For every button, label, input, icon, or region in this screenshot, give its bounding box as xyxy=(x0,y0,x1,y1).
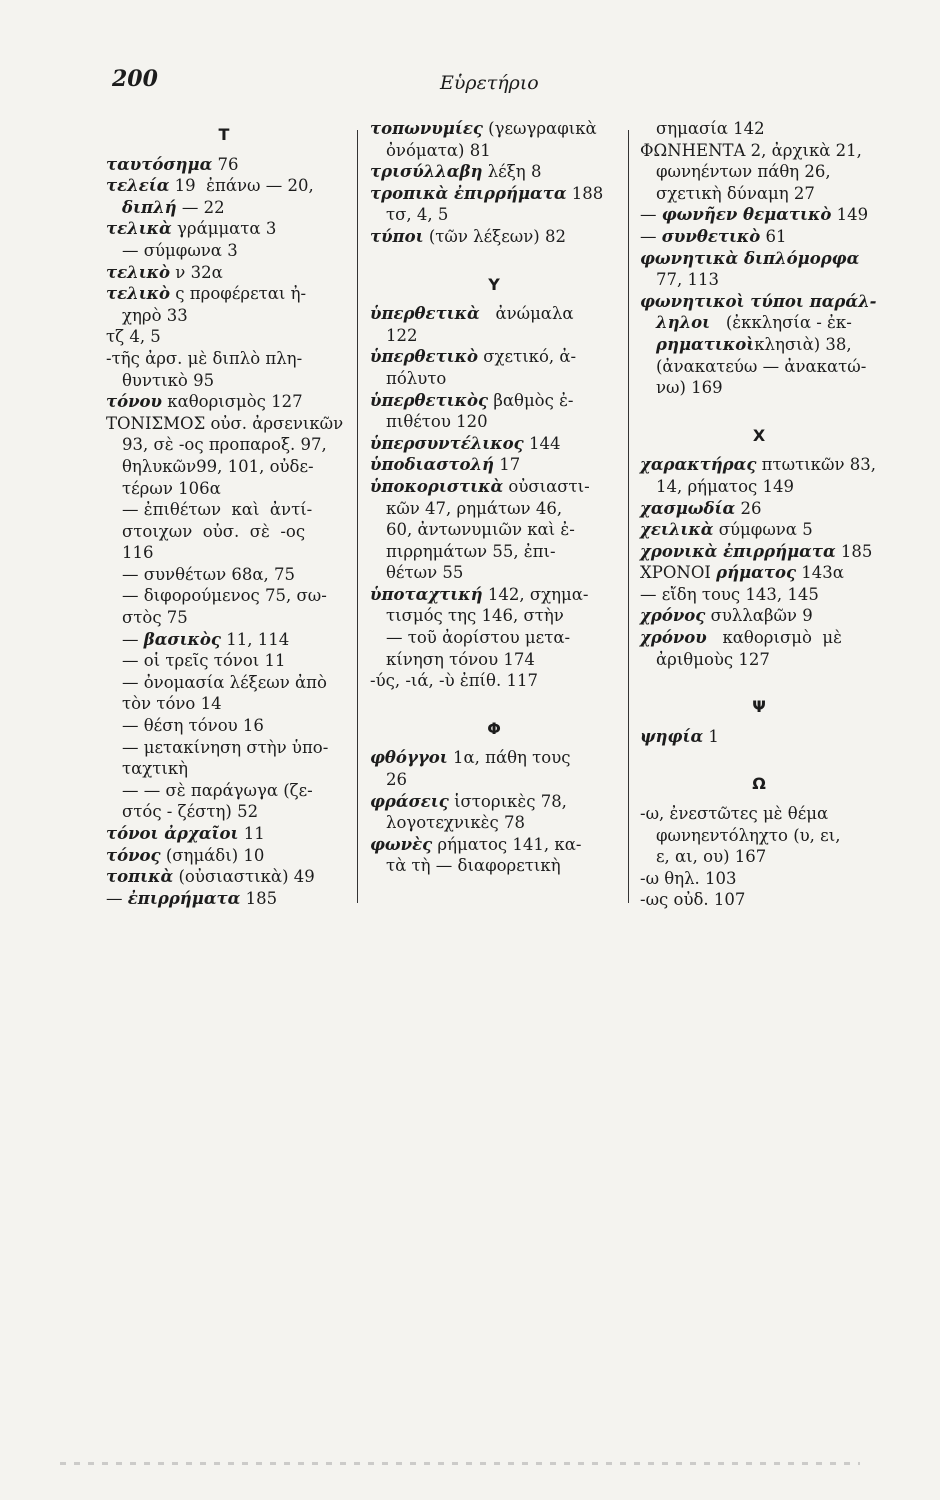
entry-text: 143α xyxy=(796,563,844,583)
entry-text: — xyxy=(106,888,128,908)
index-entry xyxy=(370,747,618,769)
index-entry xyxy=(370,562,618,584)
index-entry xyxy=(370,204,618,226)
entry-text: στὸς 75 xyxy=(122,608,188,628)
entry-text: ρήματος 141, κα- xyxy=(432,834,582,854)
entry-headword: ταυτόσημα xyxy=(106,154,213,174)
index-entry xyxy=(640,803,878,825)
entry-headword: ἐπιρρήματα xyxy=(127,888,241,908)
index-entry xyxy=(370,541,618,563)
entry-text: θυντικὸ 95 xyxy=(122,370,215,390)
entry-headword: χειλικὰ xyxy=(640,520,714,540)
entry-text: — τοῦ ἀορίστου μετα- xyxy=(386,628,571,648)
entry-text: 11 xyxy=(238,824,265,843)
entry-text: καθορισμὸ μὲ xyxy=(706,628,842,648)
entry-headword: τελικὸ xyxy=(106,262,171,282)
index-entry xyxy=(106,866,342,888)
entry-text: (τῶν λέξεων) 82 xyxy=(423,226,566,246)
index-entry xyxy=(370,433,618,455)
entry-text: 185 xyxy=(240,888,278,908)
entry-headword: τύποι xyxy=(370,226,424,246)
entry-headword: τόνος xyxy=(106,845,161,865)
index-entry xyxy=(640,269,878,291)
index-entry xyxy=(106,391,342,413)
index-entry xyxy=(106,305,342,327)
index-entry xyxy=(640,868,878,890)
index-entry xyxy=(370,769,618,791)
entry-text: φωνηεντόληχτο (υ, ει, xyxy=(656,825,841,845)
entry-text: 26 xyxy=(735,498,762,518)
index-entry xyxy=(640,584,878,606)
index-entry xyxy=(640,356,878,378)
index-entry xyxy=(640,377,878,399)
entry-text: καθορισμὸς 127 xyxy=(162,392,303,412)
index-entry xyxy=(640,889,878,911)
index-entry xyxy=(370,411,618,433)
index-entry xyxy=(370,605,618,627)
entry-headword: φθόγγοι xyxy=(370,748,448,768)
entry-text: τὰ τὴ — διαφορετικὴ xyxy=(386,856,561,876)
index-entry xyxy=(106,499,342,521)
entry-text: τζ 4, 5 xyxy=(106,327,161,347)
entry-text: ε, αι, ου) 167 xyxy=(656,847,767,867)
index-entry xyxy=(106,478,342,500)
entry-text: ΤΟΝΙΣΜΟΣ οὐσ. ἀρσενικῶν xyxy=(106,413,344,433)
entry-headword: τόνου xyxy=(106,392,163,412)
index-entry xyxy=(106,283,342,305)
section-letter: Χ xyxy=(752,425,766,445)
entry-text: -ω θηλ. 103 xyxy=(640,868,737,888)
entry-text: — συνθέτων 68α, 75 xyxy=(122,564,296,584)
entry-text: θηλυκῶν99, 101, οὐδε- xyxy=(122,456,314,476)
index-entry xyxy=(640,118,878,140)
entry-text: κλησιὰ) 38, xyxy=(754,334,857,354)
entry-text: φωνηέντων πάθη 26, xyxy=(656,162,831,182)
entry-headword: τρισύλλαβη xyxy=(370,162,483,182)
index-entry xyxy=(370,346,618,368)
entry-text: γράμματα 3 xyxy=(171,219,277,239)
entry-text: τέρων 106α xyxy=(122,478,221,498)
entry-text: -ω, ἐνεστῶτες μὲ θέμα xyxy=(640,804,829,824)
entry-text: ἀνώμαλα xyxy=(479,304,574,324)
index-entry xyxy=(370,303,618,325)
entry-text: 149 xyxy=(831,205,869,225)
entry-text: ν 32α xyxy=(170,262,223,282)
entry-text: 185 xyxy=(835,541,873,561)
index-entry xyxy=(106,240,342,262)
entry-text: 26 xyxy=(386,770,407,790)
entry-text: 60, ἀντωνυμιῶν καὶ ἐ- xyxy=(386,520,575,540)
entry-text: — 22 xyxy=(176,197,225,217)
index-column-3 xyxy=(640,118,878,911)
index-entry xyxy=(640,226,878,248)
index-entry xyxy=(370,183,618,205)
entry-text: (σημάδι) 10 xyxy=(160,845,265,865)
entry-text: βαθμὸς ἐ- xyxy=(488,390,574,410)
index-entry xyxy=(106,629,342,651)
index-entry xyxy=(106,585,342,607)
entry-text: -ύς, -ιά, -ὺ ἐπίθ. 117 xyxy=(370,671,538,691)
entry-text: 122 xyxy=(386,325,418,345)
entry-text: σχετικό, ἀ- xyxy=(478,347,577,367)
index-entry xyxy=(106,888,342,910)
entry-headword: τόνοι ἀρχαῖοι xyxy=(106,824,239,843)
index-entry xyxy=(106,413,342,435)
index-entry xyxy=(106,542,342,564)
index-entry xyxy=(106,823,342,845)
entry-headword: ὑποδιαστολή xyxy=(370,455,495,475)
index-entry xyxy=(106,801,342,823)
column-rule xyxy=(628,130,629,903)
index-entry xyxy=(370,627,618,649)
index-entry xyxy=(640,161,878,183)
index-entry xyxy=(640,825,878,847)
index-entry xyxy=(370,226,618,248)
entry-text: 14, ρήματος 149 xyxy=(656,476,794,496)
entry-text: ἱστορικὲς 78, xyxy=(448,791,567,811)
index-column-2 xyxy=(370,118,618,877)
index-entry xyxy=(106,650,342,672)
entry-text: συλλαβῶν 9 xyxy=(705,606,813,626)
index-entry xyxy=(106,154,342,176)
section-letter: Ψ xyxy=(752,697,766,717)
index-entry xyxy=(370,368,618,390)
index-entry xyxy=(640,183,878,205)
entry-text: — — σὲ παράγωγα (ζε- xyxy=(122,780,313,800)
entry-text: — μετακίνηση στὴν ὑπο- xyxy=(122,737,329,757)
entry-text: πόλυτο xyxy=(386,368,447,388)
entry-text: σημασία 142 xyxy=(656,119,765,138)
entry-text: κίνηση τόνου 174 xyxy=(386,649,535,669)
entry-headword: τοπικὰ xyxy=(106,867,174,887)
index-entry xyxy=(640,726,878,748)
entry-text: θέτων 55 xyxy=(386,563,464,583)
entry-text: χηρὸ 33 xyxy=(122,305,188,325)
entry-headword: τελεία xyxy=(106,176,170,196)
index-entry xyxy=(640,476,878,498)
entry-text: τισμός της 146, στὴν xyxy=(386,606,564,626)
index-entry xyxy=(106,197,342,219)
index-entry xyxy=(370,834,618,856)
entry-text: πτωτικῶν 83, xyxy=(756,455,876,475)
entry-headword: χρόνου xyxy=(640,628,707,648)
entry-text: 188 xyxy=(566,183,604,203)
index-entry xyxy=(106,607,342,629)
entry-text: πιρρημάτων 55, ἐπι- xyxy=(386,541,556,561)
entry-text: οὐσιαστι- xyxy=(503,476,590,496)
entry-text: ταχτικὴ xyxy=(122,759,189,779)
index-entry xyxy=(640,846,878,868)
section-letter: Τ xyxy=(218,125,230,144)
index-entry xyxy=(370,519,618,541)
entry-text: 19 ἐπάνω — 20, xyxy=(169,176,314,196)
index-entry xyxy=(370,584,618,606)
entry-text: (ἐκκλησία - ἐκ- xyxy=(710,313,852,333)
entry-text: 11, 114 xyxy=(220,629,290,649)
index-entry xyxy=(640,649,878,671)
section-letter: Φ xyxy=(487,718,501,738)
entry-text: (γεωγραφικὰ xyxy=(482,119,597,138)
entry-text: σχετικὴ δύναμη 27 xyxy=(656,183,815,203)
section-letter: Υ xyxy=(488,274,500,294)
entry-headword: τελικὰ xyxy=(106,219,172,239)
index-entry xyxy=(370,498,618,520)
index-entry xyxy=(370,476,618,498)
entry-text: τὸν τόνο 14 xyxy=(122,694,222,714)
entry-headword: τελικὸ xyxy=(106,284,171,304)
entry-text: — θέση τόνου 16 xyxy=(122,716,264,736)
index-entry xyxy=(370,812,618,834)
entry-text: ὀνόματα) 81 xyxy=(386,140,491,160)
entry-headword: ὑποταχτική xyxy=(370,584,483,604)
index-entry xyxy=(106,262,342,284)
entry-text: ἀριθμοὺς 127 xyxy=(656,649,770,669)
section-letter: Ω xyxy=(752,774,766,794)
entry-headword: συνθετικὸ xyxy=(661,226,761,246)
index-entry xyxy=(640,312,878,334)
entry-headword: διπλή xyxy=(122,197,177,217)
entry-text: -τῆς ἀρσ. μὲ διπλὸ πλη- xyxy=(106,348,303,368)
entry-text: 142, σχημα- xyxy=(482,584,589,604)
index-entry xyxy=(640,519,878,541)
entry-text: 93, σὲ -ος προπαροξ. 97, xyxy=(122,435,327,455)
entry-headword: φωνὲς xyxy=(370,834,433,854)
entry-headword: χαρακτήρας xyxy=(640,455,757,475)
entry-text: ΧΡΟΝΟΙ xyxy=(640,563,717,583)
index-entry xyxy=(106,737,342,759)
index-entry xyxy=(370,454,618,476)
entry-text: ς προφέρεται ἠ- xyxy=(170,284,307,304)
entry-text: στοιχων οὐσ. σὲ -ος xyxy=(122,521,306,541)
entry-text: — xyxy=(122,629,144,649)
entry-text: στός - ζέστη) 52 xyxy=(122,802,259,822)
entry-headword: ρήματος xyxy=(716,563,797,583)
index-entry xyxy=(106,175,342,197)
entry-text: -ως οὐδ. 107 xyxy=(640,890,746,910)
entry-text: (οὐσιαστικὰ) 49 xyxy=(173,867,315,887)
entry-headword: χασμωδία xyxy=(640,498,736,518)
entry-text: — σύμφωνα 3 xyxy=(122,240,238,260)
index-entry xyxy=(106,521,342,543)
entry-text: — διφορούμενος 75, σω- xyxy=(122,586,327,606)
entry-headword: χρονικὰ ἐπιρρήματα xyxy=(640,541,836,561)
index-entry xyxy=(370,325,618,347)
index-entry xyxy=(106,456,342,478)
index-entry xyxy=(370,670,618,692)
entry-text: — ἐπιθέτων καὶ ἀντί- xyxy=(122,500,313,520)
entry-headword: βασικὸς xyxy=(143,629,221,649)
entry-headword: ὑπερθετικὰ xyxy=(370,304,480,324)
entry-text: 17 xyxy=(494,455,521,475)
entry-text: τσ, 4, 5 xyxy=(386,205,449,225)
index-entry xyxy=(106,845,342,867)
index-entry xyxy=(106,715,342,737)
index-column-1 xyxy=(106,118,342,909)
entry-text: πιθέτου 120 xyxy=(386,412,488,432)
index-entry xyxy=(370,161,618,183)
index-entry xyxy=(106,758,342,780)
entry-text: — xyxy=(640,226,662,246)
index-entry xyxy=(106,370,342,392)
index-entry xyxy=(370,118,618,140)
index-entry xyxy=(106,434,342,456)
index-entry xyxy=(370,855,618,877)
index-entry xyxy=(640,140,878,162)
entry-text: (ἀνακατεύω — ἀνακατώ- xyxy=(656,356,867,376)
entry-text: — xyxy=(640,205,662,225)
entry-text: λέξη 8 xyxy=(482,162,542,182)
entry-text: νω) 169 xyxy=(656,378,723,398)
index-entry xyxy=(106,326,342,348)
index-entry xyxy=(370,140,618,162)
page-number: 200 xyxy=(112,66,158,92)
entry-headword: ὑπερθετικὸ xyxy=(370,347,479,367)
index-entry xyxy=(640,562,878,584)
index-entry xyxy=(640,541,878,563)
index-entry xyxy=(640,334,878,356)
index-entry xyxy=(106,672,342,694)
entry-text: 1 xyxy=(703,726,719,746)
index-entry xyxy=(640,454,878,476)
index-entry xyxy=(106,564,342,586)
index-entry xyxy=(370,649,618,671)
entry-headword: χρόνος xyxy=(640,606,706,626)
index-entry xyxy=(640,627,878,649)
entry-text: 116 xyxy=(122,543,154,563)
entry-headword: ψηφία xyxy=(640,726,704,746)
index-entry xyxy=(640,605,878,627)
index-entry xyxy=(106,348,342,370)
entry-text: 77, 113 xyxy=(656,270,719,290)
entry-text: σύμφωνα 5 xyxy=(713,520,813,540)
entry-text: 144 xyxy=(523,433,561,453)
entry-headword: φωνητικὰ διπλόμορφα xyxy=(640,248,860,268)
entry-headword: ὑπερσυντέλικος xyxy=(370,433,524,453)
index-entry xyxy=(370,390,618,412)
entry-headword: ὑποκοριστικὰ xyxy=(370,476,504,496)
scan-artifact xyxy=(60,1462,860,1465)
entry-headword: φράσεις xyxy=(370,791,449,811)
entry-text: λογοτεχνικὲς 78 xyxy=(386,813,526,833)
index-entry xyxy=(640,204,878,226)
entry-headword: ὑπερθετικὸς xyxy=(370,390,489,410)
entry-text: — οἱ τρεῖς τόνοι 11 xyxy=(122,651,286,671)
entry-headword: τοπωνυμίες xyxy=(370,119,483,138)
entry-headword: φωνητικοὶ τύποι παράλ- xyxy=(640,291,877,311)
running-head: Εὑρετήριο xyxy=(440,72,539,94)
entry-headword: ληλοι xyxy=(656,313,711,333)
index-entry xyxy=(106,780,342,802)
entry-text: ΦΩΝΗΕΝΤΑ 2, ἀρχικὰ 21, xyxy=(640,140,862,160)
index-entry xyxy=(640,498,878,520)
index-entry xyxy=(370,791,618,813)
column-rule xyxy=(357,130,358,903)
entry-text: — ὀνομασία λέξεων ἀπὸ xyxy=(122,672,327,692)
entry-headword: ρηματικοὶ xyxy=(656,334,755,354)
entry-text: — εἴδη τους 143, 145 xyxy=(640,584,819,604)
index-entry xyxy=(640,291,878,313)
entry-text: κῶν 47, ρημάτων 46, xyxy=(386,498,563,518)
entry-text: 1α, πάθη τους xyxy=(447,748,571,768)
index-entry xyxy=(106,693,342,715)
index-entry xyxy=(106,218,342,240)
entry-headword: τροπικὰ ἐπιρρήματα xyxy=(370,183,567,203)
entry-headword: φωνῆεν θεματικὸ xyxy=(661,205,832,225)
entry-text: 61 xyxy=(760,226,787,246)
entry-text: 76 xyxy=(212,154,239,174)
index-entry xyxy=(640,248,878,270)
